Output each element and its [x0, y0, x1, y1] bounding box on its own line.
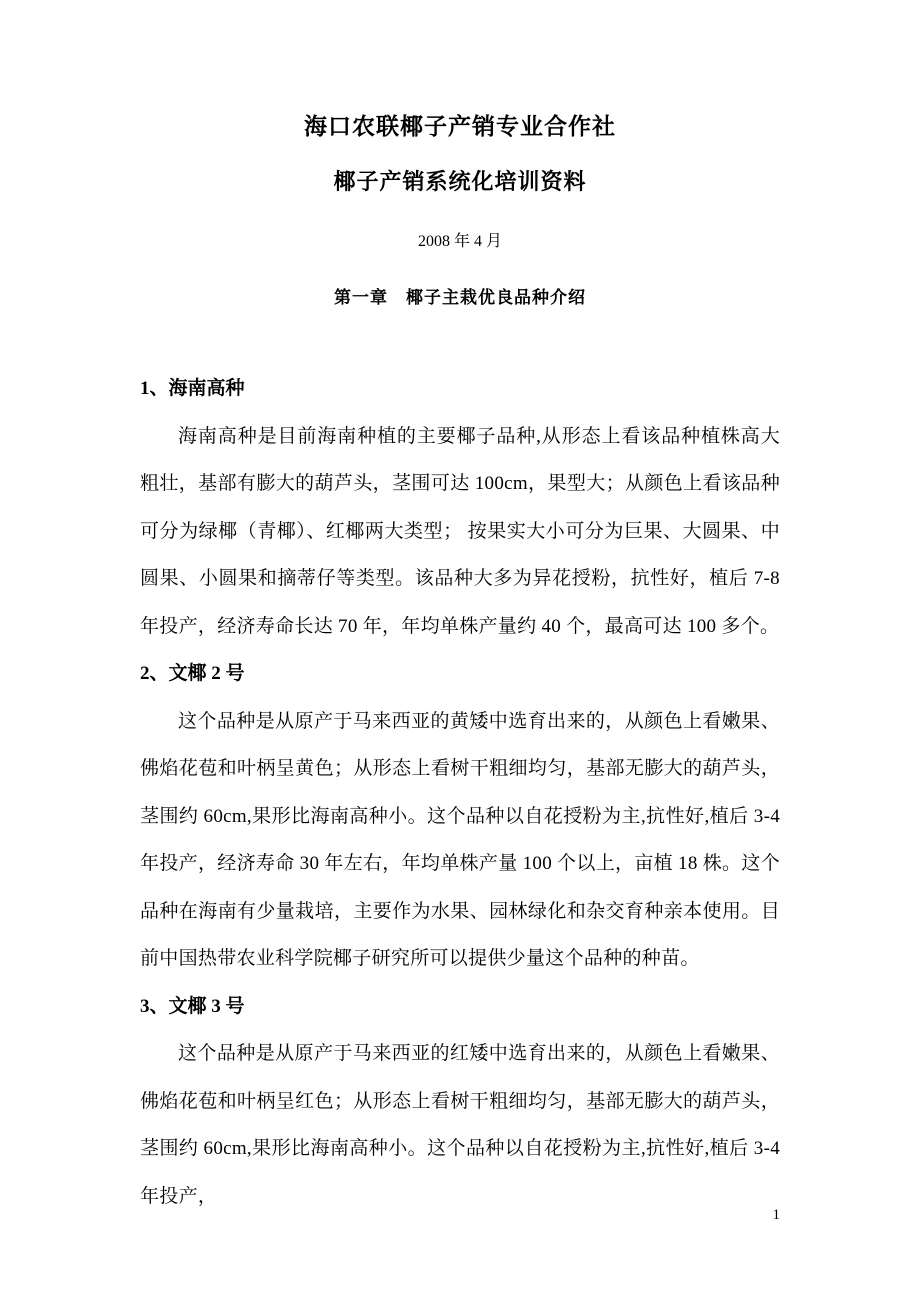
document-date: 2008 年 4 月 [417, 233, 502, 250]
section-heading: 2、文椰 2 号 [140, 663, 245, 684]
section-wenye-3 [140, 983, 780, 1221]
section-heading: 1、海南高种 [140, 378, 245, 399]
document-subtitle: 椰子产销系统化培训资料 [333, 169, 587, 194]
document-title: 海口农联椰子产销专业合作社 [304, 114, 616, 139]
paragraph: 这个品种是从原产于马来西亚的黄矮中选育出来的，从颜色上看嫩果、佛焰花苞和叶柄呈黄色；从形态上看树干粗细均匀，基部无膨大的葫芦头，茎围约 60cm,果形比海南高种小。这个品种以自花授粉为主,抗性好,植后 3-4 年投产，经济寿命 30 年左右，年均单株产量 100 个以上，亩植 18 株。这个品种在海南有少量栽培，主要作为水果、园林绿化和杂交育种亲本使用。目前中国热带农业科学院椰子研究所可以提供少量这个品种的种苗。 [140, 710, 780, 969]
section-hainan-gaozhong [140, 365, 780, 650]
paragraph: 海南高种是目前海南种植的主要椰子品种,从形态上看该品种植株高大粗壮，基部有膨大的葫芦头，茎围可达 100cm，果型大；从颜色上看该品种可分为绿椰（青椰）、红椰两大类型； 按果实大小可分为巨果、大圆果、中圆果、小圆果和摘蒂仔等类型。该品种大多为异花授粉，抗性好，植后 7-8 年投产，经济寿命长达 70 年，年均单株产量约 40 个，最高可达 100 多个。 [140, 425, 780, 637]
section-wenye-2 [140, 650, 780, 983]
paragraph: 这个品种是从原产于马来西亚的红矮中选育出来的，从颜色上看嫩果、佛焰花苞和叶柄呈红色；从形态上看树干粗细均匀，基部无膨大的葫芦头，茎围约 60cm,果形比海南高种小。这个品种以自花授粉为主,抗性好,植后 3-4 年投产， [140, 1043, 780, 1207]
section-heading: 3、文椰 3 号 [140, 995, 245, 1017]
document-body [140, 365, 780, 1220]
page-number: 1 [772, 1207, 780, 1223]
chapter-heading: 第一章 椰子主栽优良品种介绍 [334, 288, 586, 307]
